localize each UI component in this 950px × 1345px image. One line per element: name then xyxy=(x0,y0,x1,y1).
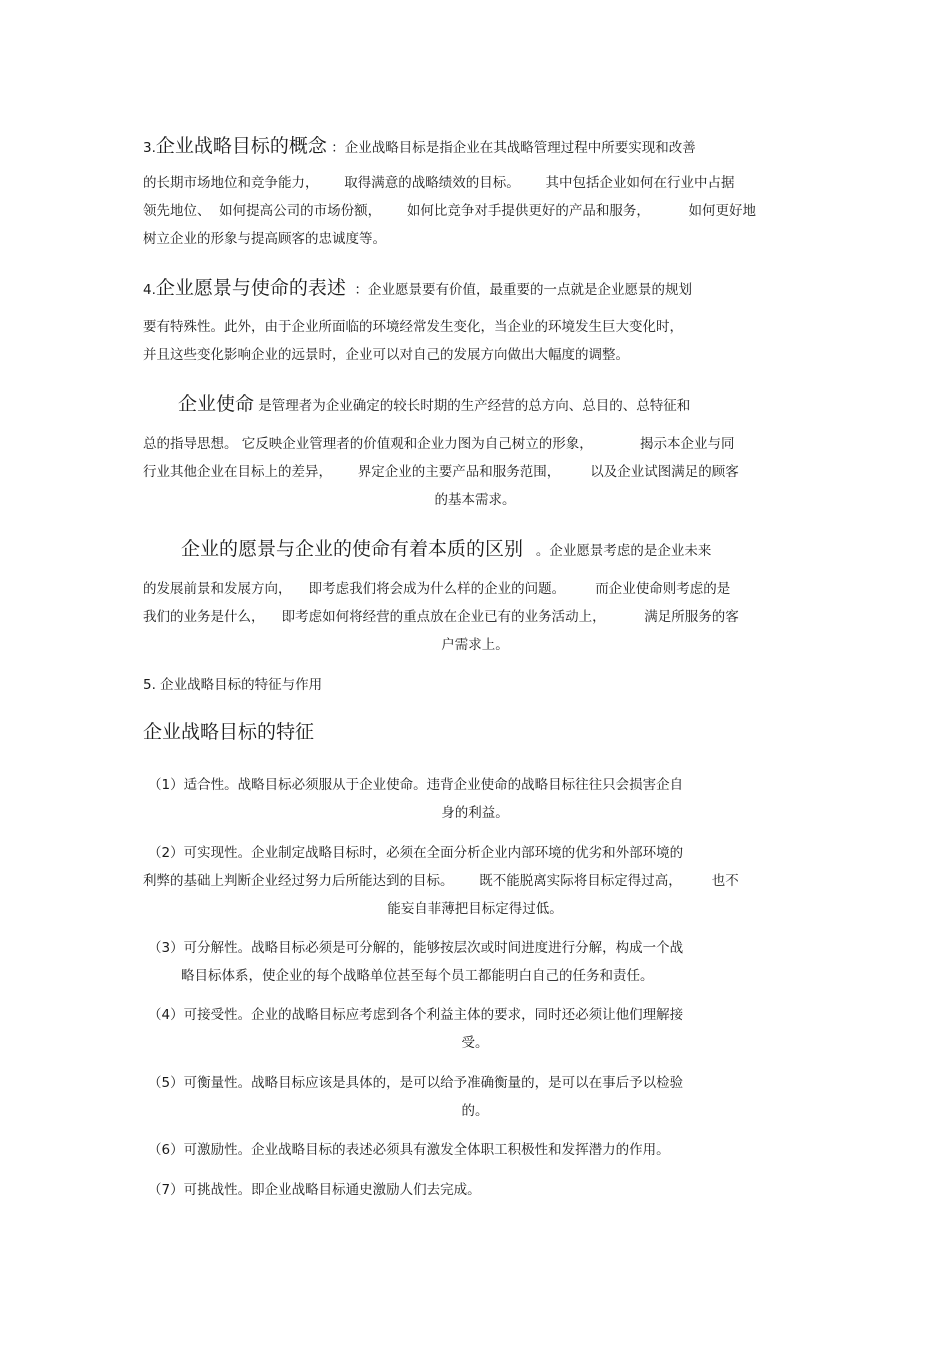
feature-7-line: （7）可挑战性。即企业战略目标通史激励人们去完成。 xyxy=(148,1182,481,1198)
mission-heading-line xyxy=(178,392,690,416)
difference-heading: 企业的愿景与企业的使命有着本质的区别 xyxy=(181,538,524,560)
difference-line-3: 户需求上。 xyxy=(441,637,509,653)
feature-3-line-2: 略目标体系，使企业的每个战略单位甚至每个员工都能明白自己的任务和责任。 xyxy=(181,968,654,984)
feature-4-line-1: （4）可接受性。企业的战略目标应考虑到各个利益主体的要求，同时还必须让他们理解接 xyxy=(148,1007,684,1023)
feature-2-line-1: （2）可实现性。企业制定战略目标时，必须在全面分析企业内部环境的优劣和外部环境的 xyxy=(148,845,684,861)
feature-2-line-2: 利弊的基础上判断企业经过努力后所能达到的目标。 既不能脱离实际将目标定得过高， 也不 xyxy=(143,873,739,889)
section-3-line-3: 树立企业的形象与提高顾客的忠诚度等。 xyxy=(143,231,386,247)
section-3-line-2: 领先地位、 如何提高公司的市场份额， 如何比竞争对手提供更好的产品和服务， 如何更好地 xyxy=(143,203,756,219)
section-4-line-2: 并且这些变化影响企业的远景时，企业可以对自己的发展方向做出大幅度的调整。 xyxy=(143,347,629,363)
section-3-lead-text: ：企业战略目标是指企业在其战略管理过程中所要实现和改善 xyxy=(326,140,696,156)
difference-line-2: 我们的业务是什么， 即考虑如何将经营的重点放在企业已有的业务活动上， 满足所服务的客 xyxy=(143,609,739,625)
section-number: 4. xyxy=(143,282,156,298)
section-number: 3. xyxy=(143,140,156,156)
section-4-heading: 企业愿景与使命的表述 xyxy=(155,277,346,299)
section-4-line-1: 要有特殊性。此外，由于企业所面临的环境经常发生变化，当企业的环境发生巨大变化时， xyxy=(143,319,683,335)
feature-6-line: （6）可激励性。企业战略目标的表述必须具有激发全体职工积极性和发挥潜力的作用。 xyxy=(148,1142,670,1158)
feature-5-line-2: 的。 xyxy=(461,1103,489,1119)
section-3-heading: 企业战略目标的概念 xyxy=(155,135,327,157)
difference-line-1: 的发展前景和发展方向， 即考虑我们将会成为什么样的企业的问题。 而企业使命则考虑的是 xyxy=(143,581,731,597)
features-heading: 企业战略目标的特征 xyxy=(143,721,315,743)
mission-heading: 企业使命 xyxy=(178,393,255,415)
feature-2-line-3: 能妄自菲薄把目标定得过低。 xyxy=(387,901,563,917)
feature-1-line-2: 身的利益。 xyxy=(441,805,509,821)
feature-3-line-1: （3）可分解性。战略目标必须是可分解的，能够按层次或时间进度进行分解，构成一个战 xyxy=(148,940,684,956)
difference-lead-text: 。企业愿景考虑的是企业未来 xyxy=(523,543,712,559)
mission-line-2: 行业其他企业在目标上的差异， 界定企业的主要产品和服务范围， 以及企业试图满足的顾客 xyxy=(143,464,739,480)
section-3-line-1: 的长期市场地位和竞争能力， 取得满意的战略绩效的目标。 其中包括企业如何在行业中占据 xyxy=(143,175,735,191)
section-3-heading-line xyxy=(143,134,696,158)
section-4-lead-text: ：企业愿景要有价值，最重要的一点就是企业愿景的规划 xyxy=(345,282,692,298)
section-4-heading-line xyxy=(143,276,692,300)
section-5-title: 5. 企业战略目标的特征与作用 xyxy=(143,677,323,693)
feature-5-line-1: （5）可衡量性。战略目标应该是具体的，是可以给予准确衡量的，是可以在事后予以检验 xyxy=(148,1075,684,1091)
mission-line-1: 总的指导思想。 它反映企业管理者的价值观和企业力图为自己树立的形象， 揭示本企业与同 xyxy=(143,436,735,452)
mission-line-3: 的基本需求。 xyxy=(434,492,516,508)
mission-lead-text: 是管理者为企业确定的较长时期的生产经营的总方向、总目的、总特征和 xyxy=(254,398,691,414)
feature-1-line-1: （1）适合性。战略目标必须服从于企业使命。违背企业使命的战略目标往往只会损害企自 xyxy=(148,777,684,793)
feature-4-line-2: 受。 xyxy=(461,1035,489,1051)
difference-heading-line xyxy=(181,537,711,561)
